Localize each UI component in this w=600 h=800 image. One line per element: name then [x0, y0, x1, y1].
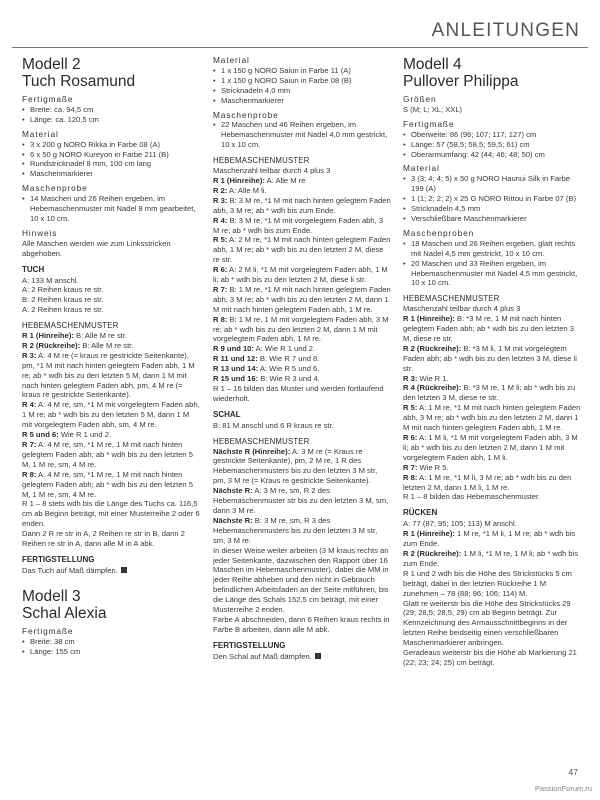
pattern-row: R 2 (Rückreihe): B: Alle M re str. [22, 340, 134, 350]
pattern-row: R 9 und 10: A: Wie R 1 und 2. [213, 344, 316, 354]
model-2-title-line2: Tuch Rosamund [22, 73, 136, 90]
pattern-row: R 2 (Rückreihe): B: *3 M li, 1 M mit vorgelegtem Faden abh; ab * wdh bis zu den letzten 3 M, diese li str. [403, 343, 577, 373]
model-3-schal-heading: SCHAL [213, 409, 241, 419]
list-item: • Verschließbare Maschenmarkierer [403, 214, 581, 224]
pattern-row: R 2: A: Alle M li. [213, 185, 267, 195]
pattern-row: R 1 (Hinreihe): B: *3 M re, 1 M mit nach hinten gelegtem Faden abh; ab * wdh bis zu den letzten 3 M, diese re str. [403, 314, 574, 343]
tuch-line: B: 2 Reihen kraus re str. [22, 295, 104, 305]
model-3-fertigstellung-heading: FERTIGSTELLUNG [213, 640, 286, 650]
pattern-row: R 4: A: 4 M re, sm, *1 M mit vorgelegtem Faden abh, 1 M re; ab * wdh bis zu den letzten 5 M, dann 1 M mit vorgelegtem Faden abh, sm, 4 M re. [22, 400, 200, 430]
pattern-row: R 1 – 8 stets wdh bis die Länge des Tuchs ca. 116,5 cm ab Beginn beträgt, mit einer Musterreihe 2 oder 6 enden. [22, 499, 200, 529]
model-3-fertigmasse-heading: Fertigmaße [22, 625, 74, 636]
model-3-material-heading: Material [213, 55, 250, 65]
pattern-row: R 5: A: 1 M re, *1 M mit nach hinten gelegtem Faden abh, 3 M re; ab * wdh bis zu den letzten 2 M, dann 1 M mit nach hinten gelegtem Faden abh, 1 M re. [403, 403, 581, 433]
model-2-title [22, 56, 200, 90]
end-square-icon [121, 567, 127, 573]
pattern-row: R 6: A: 2 M li, *1 M mit vorgelegtem Faden abh, 1 M li; ab * wdh bis zu den letzten 2 M, diese li str. [213, 265, 388, 285]
pattern-row: A: 77 (87; 95; 105; 113) M anschl. [403, 519, 517, 529]
pattern-row: R 1 – 8 bilden das Hebemaschenmuster. [403, 492, 541, 502]
list-item: • 20 Maschen und 33 Reihen ergeben, im Hebemaschenmuster mit Nadel 4,5 mm gestrickt, 10 x 10 cm. [403, 259, 581, 289]
pattern-row: R 7: B: 1 M re, *1 M mit nach hinten gelegtem Faden abh, 3 M re; ab * wdh bis zu den letzten 2 M, dann 1 M mit nach hinten gelegtem Faden abh, 1 M re. [213, 284, 391, 314]
model-4-material-list [403, 174, 581, 224]
tuch-line: A: 2 Reihen kraus re str. [22, 285, 104, 295]
list-item: • Länge: 155 cm [22, 647, 200, 657]
page-header [0, 0, 600, 48]
pattern-row: Glatt re weiterstr bis die Höhe des Strickstücks 29 (29; 28,5; 28,5; 29) cm ab Beginn beträgt. Zur Kennzeichnung des Armausschnittbeginns in der letzten Reihe beidseitig einen verschließbaren Maschenmarkierer anbringen. [403, 598, 571, 648]
list-item: • Breite: 38 cm [22, 637, 200, 647]
model-2-fertigstellung-heading: FERTIGSTELLUNG [22, 554, 95, 564]
model-4-title-line1: Modell 4 [403, 56, 462, 73]
pattern-row: R 6: A: 1 M li, *1 M mit vorgelegtem Faden abh, 3 M li; ab * wdh bis zu den letzten 2 M, dann 1 M mit vorgelegtem Faden abh, 1 M li. [403, 433, 578, 462]
pattern-row: R 4 (Rückreihe): B: *3 M re, 1 M li; ab * wdh bis zu den letzten 3 M, diese re str. [403, 383, 576, 403]
model-4-groessen-text: S (M; L; XL; XXL) [403, 104, 463, 114]
list-item: • Rundstricknadel 8 mm, 100 cm lang [22, 159, 200, 169]
model-3-material-list [213, 66, 391, 106]
model-4-groessen-heading: Größen [403, 94, 437, 104]
model-2-tuch-heading: TUCH [22, 264, 45, 274]
list-item: • Oberarmumfang: 42 (44; 46; 48; 50) cm [403, 150, 581, 160]
column-3 [403, 56, 581, 668]
pattern-row: Nächste R (Hinreihe): A: 3 M re (= Kraus re gestrickte Seitenkante), pm, 2 M re, 1 R des Hebemaschenmusters bis zu den letzten 3 M str, pm, 3 M re (= Kraus re gestrickte Seitenkante). [213, 446, 378, 486]
pattern-row: R 5: A: 2 M re, *1 M mit nach hinten gelegtem Faden abh, 1 M re; ab * wdh bis zu den letzten 2 M, diese re str. [213, 235, 391, 265]
list-item: • 3 (3; 4; 4; 5) x 50 g NORO Haunui Silk in Farbe 199 (A) [403, 174, 581, 194]
model-2-hinweis-text: Alle Maschen werden wie zum Linksstricken abgehoben. [22, 238, 171, 258]
pattern-row: R 4: B: 3 M re, *1 M mit vorgelegtem Faden abh, 3 M re; ab * wdh bis zum Ende. [213, 215, 384, 235]
model-3-maschenprobe-heading: Maschenprobe [213, 109, 279, 120]
model-3-hebemuster-intro: Maschenzahl teilbar durch 4 plus 3 [213, 166, 331, 176]
list-item: • 22 Maschen und 46 Reihen ergeben, im Hebemaschenmuster mit Nadel 4,0 mm gestrickt, 10 x 10 cm. [213, 120, 391, 150]
pattern-row: R 1 – 16 bilden das Muster und werden fortlaufend wiederholt. [213, 384, 384, 403]
model-2-fertigstellung-text: Das Tuch auf Maß dämpfen. [22, 566, 200, 576]
list-item: • Stricknadeln 4,0 mm [213, 86, 391, 96]
model-3-hebemuster-heading: HEBEMASCHENMUSTER [213, 156, 310, 166]
model-2-title-line1: Modell 2 [22, 56, 81, 73]
model-4-fertigmasse-list [403, 130, 581, 160]
pattern-row: Geradeaus weiterstr bis die Höhe ab Markierung 21 (22; 23; 24; 25) cm beträgt. [403, 648, 577, 667]
end-square-icon [315, 653, 321, 659]
tuch-line: A: 133 M anschl. [22, 275, 79, 285]
pattern-row: R 1 (Hinreihe): B: Alle M re str. [22, 331, 128, 341]
pattern-row: R 1 (Hinreihe): A: Alle M re [213, 175, 306, 185]
model-3-hebemuster2-heading: HEBEMASCHENMUSTER [213, 436, 310, 446]
model-4-hebemuster-intro: Maschenzahl teilbar durch 4 plus 3 [403, 304, 521, 314]
pattern-row: Nächste R: B: 3 M re, sm, R 3 des Hebemaschenmusters bis zu den letzten 3 M str, sm, 3 M re. [213, 515, 378, 545]
pattern-row: R 8: B: 1 M re, 1 M mit vorgelegtem Faden abh, 3 M re; ab * wdh bis zu den letzten 2 M, dann 1 M mit vorgelegtem Faden abh, 1 M re. [213, 314, 389, 344]
pattern-row: R 11 und 12: B: Wie R 7 und 8. [213, 354, 320, 364]
pattern-row: R 7: Wie R 5. [403, 462, 449, 472]
list-item: • Breite: ca. 94,5 cm [22, 105, 200, 115]
pattern-row: R 13 und 14: A: Wie R 5 und 6. [213, 364, 320, 374]
list-item: • 18 Maschen und 26 Reihen ergeben, glatt rechts mit Nadel 4,5 mm gestrickt, 10 x 10 cm. [403, 239, 581, 259]
model-2-material-list [22, 140, 200, 180]
list-item: • 6 x 50 g NORO Kureyon in Farbe 211 (B) [22, 150, 200, 160]
model-4-hebemuster-heading: HEBEMASCHENMUSTER [403, 294, 500, 304]
pattern-row: Farbe A abschneiden, dann 6 Reihen kraus rechts in Farbe B arbeiten, dann alle M abk. [213, 614, 390, 634]
pattern-row: R 5 und 6: Wie R 1 und 2. [22, 430, 112, 440]
list-item: • 1 (1; 2; 2; 2) x 25 G NORO Rittou in Farbe 07 (B) [403, 194, 581, 204]
model-3-fertigmasse-list [22, 637, 200, 657]
list-item: • Länge: ca. 120,5 cm [22, 115, 200, 125]
model-3-fertigstellung-text: Den Schal auf Maß dämpfen. [213, 652, 391, 662]
list-item: • Maschenmarkierer [213, 96, 391, 106]
list-item: • 3 x 200 g NORO Rikka in Farbe 08 (A) [22, 140, 200, 150]
pattern-row: R 7: A: 4 M re, sm, *1 M re, 1 M mit nach hinten gelegtem Faden abh; ab * wdh bis zu den letzten 5 M, 1 M re, sm, 4 M re. [22, 440, 193, 469]
model-2-material-heading: Material [22, 128, 59, 139]
model-3-maschenprobe-list [213, 120, 391, 150]
column-2 [213, 56, 391, 662]
section-title: ANLEITUNGEN [431, 20, 580, 41]
pattern-row: R 3: A: 4 M re (= kraus re gestrickte Seitenkante), pm, *1 M mit nach hinten gelegtem Faden abh, 1 M re; ab * wdh bis zu den letzten 5 M, dann 1 M mit nach hinten gelegtem Faden abh, pm, 4 M re (= kraus re gestrickte Seitenkante). [22, 350, 195, 400]
pattern-row: R 3: Wie R 1. [403, 373, 449, 383]
model-2-hebemuster-heading: HEBEMASCHENMUSTER [22, 321, 119, 331]
model-3-title-line2: Schal Alexia [22, 604, 107, 622]
list-item: • 14 Maschen und 26 Reihen ergeben, im Hebemaschenmuster mit Nadel 8 mm gearbeitet, 10 x 10 cm. [22, 194, 200, 224]
model-3-title-line1: Modell 3 [22, 587, 81, 605]
model-4-title [403, 56, 581, 90]
model-4-ruecken-heading: RÜCKEN [403, 508, 438, 518]
model-4-title-line2: Pullover Philippa [403, 73, 519, 90]
model-3-title [22, 588, 200, 622]
model-4-maschenproben-list [403, 239, 581, 289]
model-4-fertigmasse-heading: Fertigmaße [403, 118, 455, 129]
pattern-row: R 2 (Rückreihe): 1 M li, *1 M re, 1 M li; ab * wdh bis zum Ende. [403, 548, 579, 568]
list-item: • Stricknadeln 4,5 mm [403, 204, 581, 214]
pattern-row: R 1 und 2 wdh bis die Höhe des Strickstücks 5 cm beträgt, dabei in der letzten Rückreihe 1 M zunehmen – 78 (88; 96; 106; 114) M. [403, 568, 572, 598]
model-2-hinweis-heading: Hinweis [22, 227, 58, 238]
list-item: • Oberweite: 86 (96; 107; 117; 127) cm [403, 130, 581, 140]
list-item: • 1 x 150 g NORO Saiun in Farbe 08 (B) [213, 76, 391, 86]
pattern-row: Dann 2 R re str in A, 2 Reihen re str in B, dann 2 Reihen re str in A, dann alle M in A abk. [22, 529, 185, 549]
pattern-row: R 3: B: 3 M re, *1 M mit nach hinten gelegtem Faden abh, 3 M re; ab * wdh bis zum Ende. [213, 195, 391, 215]
model-2-fertigmasse-heading: Fertigmaße [22, 94, 74, 104]
tuch-line: A: 2 Reihen kraus re str. [22, 305, 104, 315]
pattern-row: R 1 (Hinreihe): 1 M re, *1 M li, 1 M re; ab * wdh bis zum Ende. [403, 529, 576, 549]
model-2-maschenprobe-heading: Maschenprobe [22, 183, 88, 194]
page-number: 47 [568, 767, 578, 777]
model-2-maschenprobe-list [22, 194, 200, 224]
header-rule [12, 47, 588, 48]
pattern-row: R 8: A: 1 M re, *1 M li, 3 M re; ab * wdh bis zu den letzten 2 M, dann 1 M li, 1 M re. [403, 472, 572, 492]
pattern-row: Nächste R: A: 3 M re, sm, R 2 des Hebemaschenmuster str bis zu den letzten 3 M, sm, dann 3 M re. [213, 486, 389, 515]
list-item: • 1 x 150 g NORO Saiun in Farbe 11 (A) [213, 66, 391, 76]
model-4-material-heading: Material [403, 163, 440, 174]
column-1 [22, 56, 200, 657]
model-4-maschenproben-heading: Maschenproben [403, 227, 475, 238]
pattern-row: R 8: A: 4 M re, sm, *1 M re, 1 M mit nach hinten gelegtem Faden abh; ab * wdh bis zu den letzten 5 M, 1 M re, sm, 4 M re. [22, 469, 193, 499]
list-item: • Maschenmarkierer [22, 169, 200, 179]
list-item: • Länge: 57 (58,5; 58,5; 59,5; 61) cm [403, 140, 581, 150]
pattern-row: R 15 und 16: B: Wie R 3 und 4. [213, 374, 320, 384]
model-3-schal-text: B: 81 M anschl und 6 R kraus re str. [213, 420, 334, 430]
source-credit: PassionForum.ru [534, 784, 592, 793]
pattern-row: In dieser Weise weiter arbeiten (3 M kraus rechts an jeder Seitenkante, dazwischen den Rapport über 16 Maschen im Hebemaschenmuster), dabei die MM in jeder Reihe abheben und den nicht in Gebrauch befindlichen Arbeitsfaden an der Seite mitführen, bis die Länge des Schals 152,5 cm beträgt, mit einer Musterreihe 2 enden. [213, 545, 389, 615]
model-2-fertigmasse-list [22, 105, 200, 125]
